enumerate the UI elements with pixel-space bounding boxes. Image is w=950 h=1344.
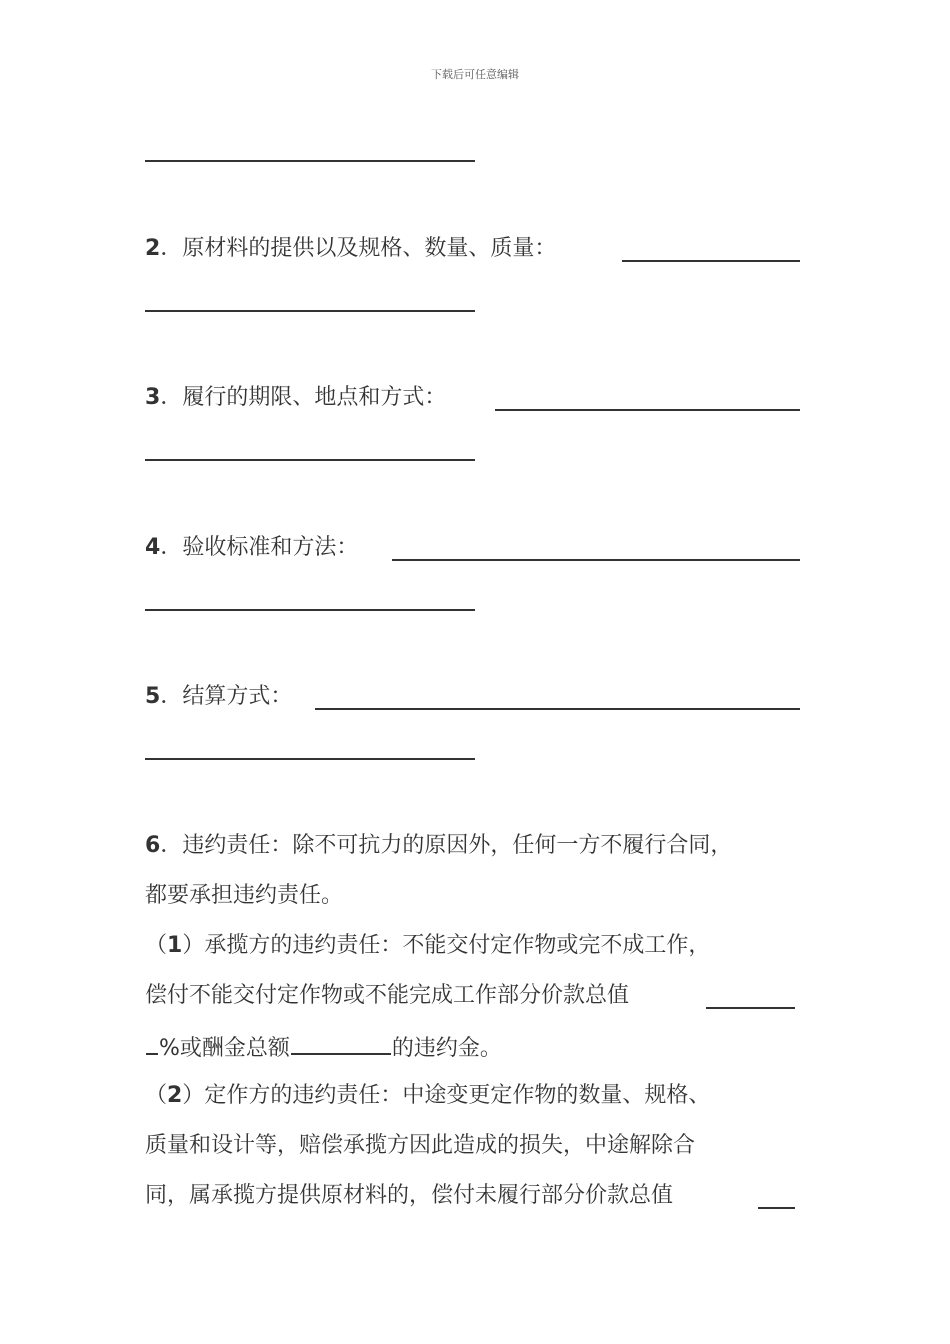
fill-blank-line[interactable] xyxy=(315,708,800,710)
clause-number: 6 xyxy=(145,833,161,858)
fill-blank-line[interactable] xyxy=(495,409,800,411)
sub-clause-2-line-1 xyxy=(145,1081,710,1111)
sub-clause-text: 同，属承揽方提供原材料的，偿付未履行部分价款总值 xyxy=(145,1183,674,1208)
sub-clause-number: 2 xyxy=(167,1083,183,1108)
sub-clause-1-line-1 xyxy=(145,931,710,961)
paren-open: （ xyxy=(145,933,168,958)
sub-clause-text: ）承揽方的违约责任：不能交付定作物或完不成工作， xyxy=(182,933,711,958)
sub-clause-1-line-3 xyxy=(145,1031,502,1064)
fill-blank-line[interactable] xyxy=(145,310,475,312)
clause-number: 5 xyxy=(145,684,161,709)
sub-clause-number: 1 xyxy=(167,933,183,958)
sub-clause-text: %或酬金总额 xyxy=(159,1036,290,1061)
fill-blank-line[interactable] xyxy=(145,160,475,162)
sub-clause-2-line-3 xyxy=(145,1181,673,1211)
fill-blank-percent[interactable] xyxy=(706,1007,795,1009)
fill-blank-line[interactable] xyxy=(145,459,475,461)
clause-label: ．验收标准和方法： xyxy=(160,535,359,560)
clause-number: 2 xyxy=(145,236,161,261)
fill-blank-amount[interactable] xyxy=(291,1031,391,1055)
clause-label: ．结算方式： xyxy=(160,684,293,709)
sub-clause-text: 的违约金。 xyxy=(391,1036,502,1061)
fill-blank-unpaid-percent[interactable] xyxy=(758,1207,795,1209)
paren-open: （ xyxy=(145,1083,168,1108)
clause-text: ．违约责任：除不可抗力的原因外，任何一方不履行合同， xyxy=(160,833,733,858)
clause-6-line-2: 都要承担违约责任。 xyxy=(145,883,344,908)
sub-clause-1-line-2 xyxy=(145,981,629,1011)
fill-blank-percent-cont[interactable] xyxy=(146,1031,158,1055)
sub-clause-text: 偿付不能交付定作物或不能完成工作部分价款总值 xyxy=(145,983,630,1008)
clause-label: ．履行的期限、地点和方式： xyxy=(160,385,447,410)
clause-3 xyxy=(145,383,446,413)
clause-number: 3 xyxy=(145,385,161,410)
clause-5 xyxy=(145,682,292,712)
clause-label: ．原材料的提供以及规格、数量、质量： xyxy=(160,236,557,261)
clause-6-line-1 xyxy=(145,831,732,861)
fill-blank-line[interactable] xyxy=(145,758,475,760)
sub-clause-text: ）定作方的违约责任：中途变更定作物的数量、规格、 xyxy=(182,1083,711,1108)
clause-2 xyxy=(145,234,556,264)
fill-blank-line[interactable] xyxy=(145,609,475,611)
sub-clause-2-line-2: 质量和设计等，赔偿承揽方因此造成的损失，中途解除合 xyxy=(145,1133,696,1158)
fill-blank-line[interactable] xyxy=(622,260,800,262)
clause-number: 4 xyxy=(145,535,161,560)
clause-4 xyxy=(145,533,358,563)
page-header: 下载后可任意编辑 xyxy=(431,68,519,81)
fill-blank-line[interactable] xyxy=(392,559,800,561)
